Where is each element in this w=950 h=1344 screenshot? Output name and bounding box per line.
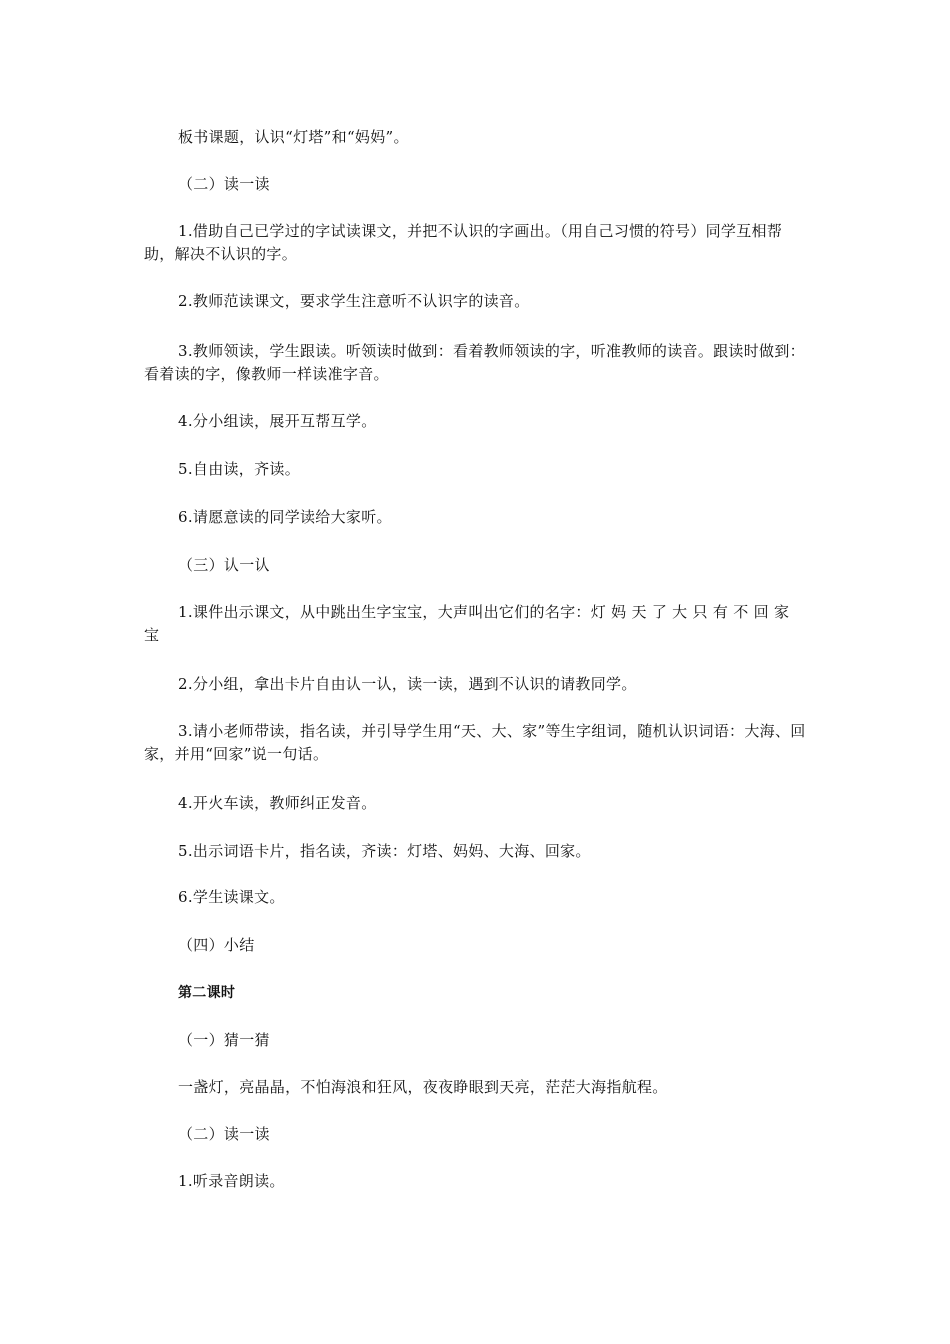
list-item: 1.听录音朗读。 xyxy=(178,1172,285,1190)
section-heading-read: （二）读一读 xyxy=(178,175,270,193)
list-item: 1.借助自己已学过的字试读课文，并把不认识的字画出。（用自己习惯的符号）同学互相帮助，解决不认识的字。 xyxy=(144,222,783,263)
list-item: 1.课件出示课文，从中跳出生字宝宝，大声叫出它们的名字：灯 妈 天 了 大 只 有 不 回 家 宝 xyxy=(144,603,790,644)
paragraph-1: 板书课题，认识“灯塔”和“妈妈”。 xyxy=(178,128,409,146)
riddle-text: 一盏灯，亮晶晶，不怕海浪和狂风，夜夜睁眼到天亮，茫茫大海指航程。 xyxy=(178,1078,668,1096)
list-item: 5.自由读，齐读。 xyxy=(178,460,301,478)
list-item: 6.请愿意读的同学读给大家听。 xyxy=(178,508,392,526)
list-item: 3.教师领读，学生跟读。听领读时做到：看着教师领读的字，听准教师的读音。跟读时做到：看着读的字，像教师一样读准字音。 xyxy=(144,342,805,383)
section-heading-summary: （四）小结 xyxy=(178,936,255,954)
list-item: 4.开火车读，教师纠正发音。 xyxy=(178,794,377,812)
list-item: 6.学生读课文。 xyxy=(178,888,285,906)
list-item: 2.分小组，拿出卡片自由认一认，读一读，遇到不认识的请教同学。 xyxy=(178,675,637,693)
list-item: 3.请小老师带读，指名读，并引导学生用“天、大、家”等生字组词，随机认识词语：大海、回家，并用“回家”说一句话。 xyxy=(144,722,806,763)
section-heading-recognize: （三）认一认 xyxy=(178,556,270,574)
lesson-heading: 第二课时 xyxy=(178,985,236,1001)
list-item: 4.分小组读，展开互帮互学。 xyxy=(178,412,377,430)
list-item: 2.教师范读课文，要求学生注意听不认识字的读音。 xyxy=(178,292,530,310)
list-item: 5.出示词语卡片，指名读，齐读：灯塔、妈妈、大海、回家。 xyxy=(178,842,591,860)
section-heading-guess: （一）猜一猜 xyxy=(178,1031,270,1049)
section-heading-read-2: （二）读一读 xyxy=(178,1125,270,1143)
